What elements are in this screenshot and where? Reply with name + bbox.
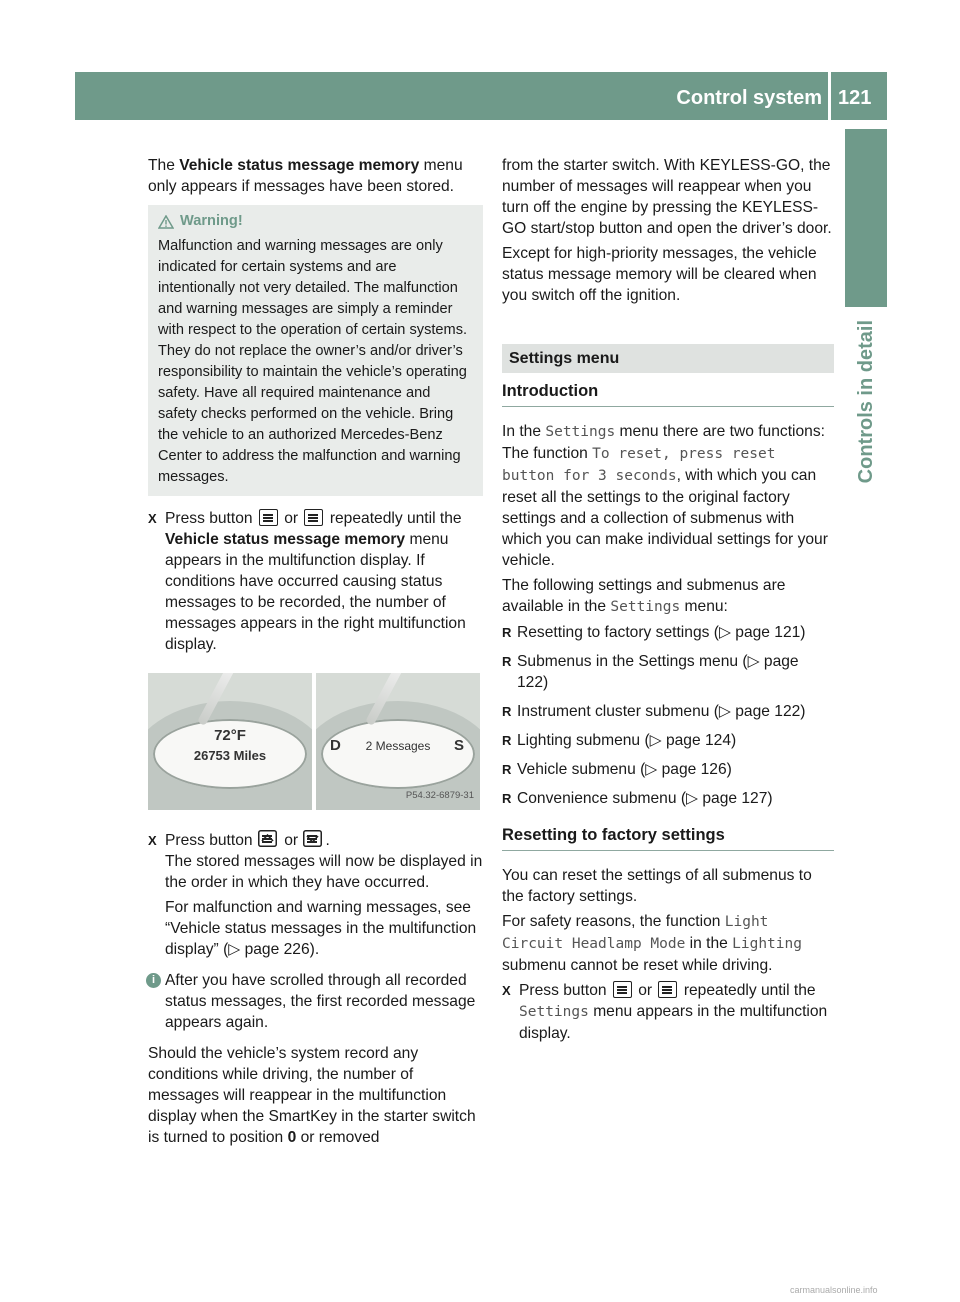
list-item: [502, 622, 834, 643]
menu-name-settings: Settings: [610, 599, 681, 615]
list-item: [502, 759, 834, 780]
bullet-marker-icon: R: [502, 654, 512, 669]
list-item-text: Instrument cluster submenu (▷ page 122): [517, 703, 806, 720]
closing-paragraph: [148, 1043, 483, 1148]
bullet-marker-icon: R: [502, 733, 512, 748]
figure-code: P54.32-6879-31: [405, 790, 474, 801]
intro-pre: The: [148, 157, 180, 174]
reset-text: For safety reasons, the function: [502, 913, 725, 930]
list-item-text: Convenience submenu (▷ page 127): [517, 790, 773, 807]
continued-paragraph: from the starter switch. With KEYLESS-GO, the number of messages will reappear when you turn off the engine by pressing the KEYLESS-GO start/stop button and open the driver’s door.: [502, 157, 832, 237]
list-item-text: Submenus in the Settings menu (▷ page 122): [517, 653, 799, 691]
list-item-text: Resetting to factory settings (▷ page 121): [517, 624, 806, 641]
cluster-left-image: [148, 673, 312, 810]
display-odometer: 26753 Miles: [193, 748, 267, 763]
step1-post: menu appears in the multifunction display. If conditions have occurred causing status messages to be recorded, the number of messages appears in the right multifunction display.: [165, 531, 466, 653]
closing-bold: 0: [287, 1129, 297, 1146]
left-column: [148, 155, 483, 1152]
introduction-heading: Introduction: [502, 381, 834, 407]
step-marker-icon: X: [502, 983, 511, 998]
reset-function-name: To reset, press reset button for 3 seconds: [502, 446, 776, 484]
closing-pre: Should the vehicle’s system record any conditions while driving, the number of messages will reappear in the multifunction display when the SmartKey in the starter switch is turned to position: [148, 1045, 476, 1146]
list-item: [502, 788, 834, 809]
menu-name-settings: Settings: [545, 424, 616, 440]
section-header: Settings menu: [502, 344, 834, 373]
menu-name-settings: Settings: [519, 1004, 589, 1020]
page-title: Control system: [676, 87, 822, 109]
display-gear: D: [330, 737, 341, 754]
closing-post: or removed: [296, 1129, 380, 1146]
warning-body: Malfunction and warning messages are only indicated for certain systems and are intentionally not very detailed. The malfunction and warning messages are simply a reminder with respect to the operation of certain systems. They do not replace the owner’s and/or driver’s responsibility to maintain the vehicle’s operating safety. Have all required maintenance and safety checks performed on the vehicle. Bring the vehicle to an authorized Mercedes-Benz Center to address the malfunction and warning messages.: [158, 238, 468, 485]
bullet-marker-icon: R: [502, 791, 512, 806]
step-marker-icon: X: [148, 833, 157, 848]
step-open-settings: [502, 980, 834, 1044]
intro-paragraph-right: [502, 421, 834, 571]
intro-text: In the: [502, 423, 546, 440]
step-select-menu: [148, 508, 483, 655]
step-marker-icon: X: [148, 511, 157, 526]
warning-triangle-icon: [158, 215, 174, 229]
reset-heading: Resetting to factory settings: [502, 825, 834, 851]
side-label: [852, 320, 880, 600]
step2-line2: The stored messages will now be displayed in the order in which they have occurred.: [165, 853, 483, 891]
warning-header: [158, 211, 473, 232]
menu-back-button-icon: [613, 981, 632, 998]
instrument-cluster-figure: [148, 673, 483, 810]
memory-cleared-paragraph: Except for high-priority messages, the vehicle status message memory will be cleared when you switch off the ignition.: [502, 245, 817, 304]
scroll-down-button-icon: [304, 831, 323, 848]
reset-text: in the: [685, 935, 733, 952]
menu-forward-button-icon: [304, 509, 323, 526]
step1-or: or: [284, 510, 299, 527]
step2-pre: Press button: [165, 832, 253, 849]
intro-text: , with which you can reset all the settings to the original factory settings and a collection of submenus with which you can make individual settings for your vehicle.: [502, 467, 828, 569]
submenu-list: [502, 622, 834, 809]
intro-paragraph: [148, 155, 483, 197]
available-paragraph: [502, 575, 834, 618]
intro-post: menu only appears if messages have been stored.: [148, 157, 463, 195]
list-item-text: Vehicle submenu (▷ page 126): [517, 761, 732, 778]
step1-pre: Press button: [165, 510, 253, 527]
scroll-up-button-icon: [259, 831, 278, 848]
info-text: After you have scrolled through all recorded status messages, the first recorded message appears again.: [165, 972, 476, 1031]
available-text: menu:: [680, 598, 728, 615]
info-note: [148, 970, 483, 1033]
step-pre: Press button: [519, 982, 607, 999]
menu-back-button-icon: [259, 509, 278, 526]
display-mode: S: [453, 737, 464, 754]
reset-paragraph-1: You can reset the settings of all submenus to the factory settings.: [502, 867, 812, 905]
step2-or: or: [284, 832, 299, 849]
step1-mid: repeatedly until the: [329, 510, 462, 527]
list-item: [502, 701, 834, 722]
reset-text: submenu cannot be reset while driving.: [502, 957, 773, 974]
side-tab: [845, 129, 887, 307]
bullet-marker-icon: R: [502, 762, 512, 777]
warning-box: [148, 205, 483, 496]
intro-text: menu there are two functions: The function: [502, 423, 825, 462]
step1-bold: Vehicle status message memory: [165, 531, 406, 548]
step-scroll-messages: [148, 830, 483, 960]
step2-post: .: [325, 832, 330, 849]
step2-line3: For malfunction and warning messages, see “Vehicle status messages in the multifunction display” (▷ page 226).: [165, 899, 477, 958]
display-messages: 2 Messages: [365, 739, 431, 753]
cluster-right-image: [316, 673, 480, 810]
header-divider: [828, 72, 831, 120]
step-or: or: [638, 982, 653, 999]
display-temperature: 72°F: [214, 727, 246, 744]
available-text: The following settings and submenus are available in the: [502, 577, 786, 615]
page-number: 121: [838, 87, 872, 109]
function-name-headlamp-mode: Light Circuit Headlamp Mode: [502, 914, 769, 952]
list-item: [502, 651, 834, 693]
list-item: [502, 730, 834, 751]
bullet-marker-icon: R: [502, 704, 512, 719]
intro-bold: Vehicle status message memory: [179, 157, 420, 174]
warning-title: Warning!: [180, 213, 243, 229]
step-mid: repeatedly until the: [683, 982, 816, 999]
right-column: [502, 155, 834, 1044]
bullet-marker-icon: R: [502, 625, 512, 640]
step-post: menu appears in the multifunction display.: [519, 1003, 828, 1042]
side-label-text: Controls in detail: [855, 320, 877, 484]
list-item-text: Lighting submenu (▷ page 124): [517, 732, 737, 749]
reset-paragraph-2: [502, 911, 834, 976]
footer-watermark: carmanualsonline.info: [790, 1285, 878, 1295]
info-icon: i: [146, 973, 161, 988]
submenu-name-lighting: Lighting: [732, 936, 802, 952]
menu-forward-button-icon: [658, 981, 677, 998]
